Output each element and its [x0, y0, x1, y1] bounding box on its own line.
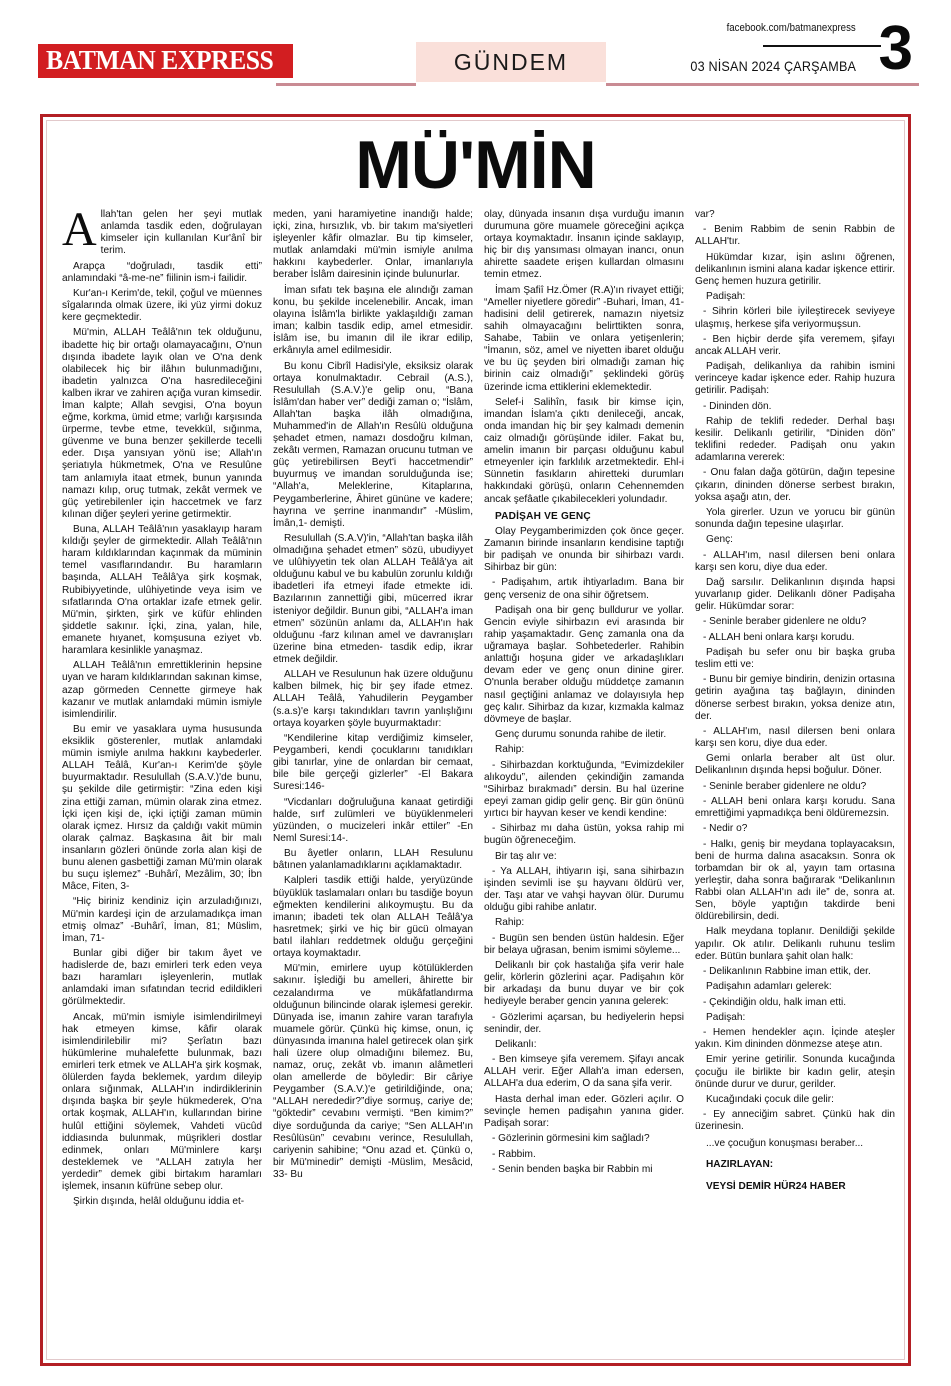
- article-paragraph: Delikanlı:: [495, 1039, 537, 1050]
- signoff-author: VEYSİ DEMİR HÜR24 HABER: [706, 1180, 846, 1192]
- publication-date: 03 NİSAN 2024 ÇARŞAMBA: [690, 58, 856, 74]
- article-dialogue-line: - Ben hiçbir derde şifa veremem, şifayı ancak ALLAH verir.: [695, 333, 895, 357]
- article-dialogue-line: - Senin benden başka bir Rabbin mi: [492, 1163, 653, 1175]
- article-paragraph: “Kendilerine kitap verdiğimiz kimseler, Peygamberi, kendi çocuklarını tanıdıkları gibi tanırlar, yine de onlardan bir cemaat, bile bile gerçeği gizlerler” -El Bakara Suresi:146-: [273, 732, 473, 793]
- article-paragraph: Hükümdar kızar, işin aslını öğrenen, delikanlının ismini alana kadar işkence ettirir. Genç hemen huzura getirilir.: [695, 251, 895, 287]
- article-paragraph: “Hiç biriniz kendiniz için arzuladığınızı, Mü'min kardeşi için de arzulamadıkça iman etmiş olmaz” -Buhârî, İman, 81; Müslim, İman, 71-: [62, 896, 262, 944]
- newspaper-logo-text: BATMAN EXPRESS: [46, 45, 274, 75]
- article-paragraph: Olay Peygamberimizden çok önce geçer. Zamanın birinde insanların kendisine taptığı bir padişah ve onunda bir sihirbazı vardı. Sihirbaz bir gün:: [484, 525, 684, 574]
- article-paragraph: Kucağındaki çocuk dile gelir:: [706, 1093, 834, 1105]
- article-paragraph: Selef-i Salihîn, fasık bir kimse için, imandan İslam'a çıktı denileceği, ancak, onda imandan hiç bir şey kalmadı demenin caiz olmadığı görüşünde idiler. Fakat bu, amelin imanın bir parçası olduğunu kabul etmeyenler için farklılık arzetmektedir. Ehl-i Sünnetin fasıkların ahiretteki durumları hakkındaki görüşü, onların Cehennemden ancak şefâatle çıkabilecekleri yolundadır.: [484, 396, 684, 505]
- article-dialogue-line: - Benim Rabbim de senin Rabbin de ALLAH'tır.: [695, 224, 895, 248]
- article-paragraph: Kur'an-ı Kerim'de, tekil, çoğul ve müennes sîgalarında olmak üzere, iki yüz yirmi dokuz kere geçmektedir.: [62, 287, 262, 324]
- article-dialogue-line: - Onu falan dağa götürün, dağın tepesine çıkarın, dininden dönerse serbest bırakın, yoksa aşağı atın, der.: [695, 467, 895, 503]
- article-dialogue-line: - Hemen hendekler açın. İçinde ateşler yakın. Kim dininden dönmezse ateşe atın.: [695, 1027, 895, 1051]
- newspaper-logo[interactable]: [38, 44, 293, 78]
- article-dialogue-line: - Rabbim.: [492, 1148, 536, 1160]
- article-paragraph: Genç durumu sonunda rahibe de iletir.: [495, 728, 667, 740]
- newspaper-page: [0, 14, 951, 1386]
- article-paragraph: var?: [695, 209, 715, 220]
- article-paragraph: Hasta derhal iman eder. Gözleri açılır. O sevinçle hemen padişahın yanına gider. Padişah sorar:: [484, 1093, 684, 1129]
- article-paragraph: Rahip:: [495, 917, 525, 929]
- article-paragraph: meden, yani haramiyetine inandığı halde; içki, zina, hırsızlık, vb. bir takım ma'siyetleri işleyenler kâfir olmazlar. Bu tip kimseler, mutlak anlamdaki mü'min ismiyle anılma hakkını kaybederler. Onlar, imanlarıyla beraber İslâm dairesinin içinde bulunurlar.: [273, 209, 473, 281]
- article-dialogue-line: - Seninle beraber gidenlere ne oldu?: [703, 616, 867, 628]
- article-dialogue-line: - Dininden dön.: [703, 400, 772, 412]
- article-column-2: [273, 209, 473, 1355]
- article-column-4: [695, 209, 895, 1355]
- facebook-handle[interactable]: facebook.com/batmanexpress: [726, 22, 856, 34]
- article-paragraph: Kalpleri tasdik ettiği halde, yeryüzünde büyüklük taslamaları onları bu tasdiğe boyun eğmekten kendilerini alıkoymuştu. Bu da imanın; ibadeti tek olan ALLAH Teâlâ'ya hasretmek; şirki ve hiç bir gücü olmayan batıl ilahları reddetmek olduğu gerçeğini ortaya koymaktadır.: [273, 875, 473, 960]
- article-dialogue-line: - Sihrin körleri bile iyileştirecek seviyeye ulaşmış, herkese şifa veriyormuşsun.: [695, 306, 895, 330]
- article-paragraph: Padişah:: [706, 291, 746, 303]
- article-dialogue-line: - Ya ALLAH, ihtiyarın işi, sana sihirbazın işinden sevimli ise şu hayvanı öldürü ver, der. Taşı atar ve vahşi hayvan ölür. Durumu olduğu gibi rahibe anlatır.: [484, 865, 684, 914]
- article-dialogue-line: - Gözlerinin görmesini kim sağladı?: [492, 1133, 650, 1145]
- article-paragraph: Mü'min, ALLAH Teâlâ'nın tek olduğunu, ibadette hiç bir ortağı olamayacağını, O'nun dışında ibadete layık olan ve O'na denk olabilecek hiç bir ilâhın bulunmadığını, ibadetin yalnızca O'na hasredileceğini kalben ikrar ve zahiren açığa vuran kimsedir. İman kalpte; Allah sevgisi, O'na boyun eğme, korkma, ümid etme; varlığı karşısında ürperme, tevbe etme, tevekkül, sığınma, güvenme ve buna benzer şekillerde tecelli eder. Dışa yansıyan yönü ise; Allah'ın şeriatıyla hükmetmek, O'na ve Resulûne tam anlamıyla itaat etmek, bunun yanında namazı kılıp, oruç tutmak, zekât vermek ve güç yetirebilenler için haccetmek ve farz kılınan diğer şeyleri yerine getirmektir.: [62, 327, 262, 520]
- article-paragraph: Bu âyetler onların, LLAH Resulunu bâtınen yalanlamadıklarını açıklamaktadır.: [273, 848, 473, 872]
- article-dialogue-line: - Sihirbaz mı daha üstün, yoksa rahip mi bugün öğreneceğim.: [484, 823, 684, 847]
- article-paragraph: Ancak, mü'min ismiyle isimlendirilmeyi hak etmeyen kimse, kâfir olarak isimlendirilebilir mi? Şerîatın bazı hükümlerine muhalefette bulunmak, bazı emirleri terk etmek ve ALLAH'a şirk koşmak, ölülerden fayda beklemek, yardım dileyip onlara sığınmak, ALLAH'ın indirdiklerinin dışında başka bir şeyle hükmederek, O'na ortak koşmak, ALLAH'ın, kullarından birine hulûl ettiğini söylemek, Vahdeti vücûd iddiasında bulunmak, müşrikleri dostlar edinmek, onları Mü'minlere karşı desteklemek ve “ALLAH zatıyla her yerdedir” demek gibi birtakım haramları işlemek, insanın küfrüne sebep olur.: [62, 1011, 262, 1192]
- article-dialogue-line: - Delikanlının Rabbine iman ettik, der.: [703, 965, 871, 977]
- article-paragraph: ALLAH ve Resulunun hak üzere olduğunu kalben bilmek, hiç bir şey ifade etmez. ALLAH Teâlâ, Yahudilerin Peygamber (s.a.s)'e karşı takındıkları tavrın yanlışlığını ortaya koyarken şöyle buyurmaktadır:: [273, 669, 473, 729]
- article-paragraph: Padişah, delikanlıya da rahibin ismini verinceye kadar işkence eder. Rahip huzura getirilir. Padişah:: [695, 361, 895, 397]
- article-subheading: PADİŞAH VE GENÇ: [495, 510, 591, 522]
- article-dialogue-line: - Ey anneciğim sabret. Çünkü hak din üzerinesin.: [695, 1109, 895, 1133]
- article-separator-text: ...ve çocuğun konuşması beraber...: [706, 1138, 864, 1150]
- article-paragraph: Resulullah (S.A.V)'in, “Allah'tan başka ilâh olmadığına şehadet etmen” sözü, ubudiyyet ve ulûhiyyetin tek olan ALLAH Teâlâ'ya ait olduğunu kabul ve bu kabulün zorunlu kıldığı ibadetleri ifa etmeyi ifade etmekte idi. Bazılarının zannettiği gibi, mücerred ikrar isteniyor değildir. Bunun gibi, “ALLAH'a iman etmen” sözünün anlamı da, ALLAH'ın hak olduğunu -farz kılınan amel ve davranışları üzerine bina etmeden- tasdik edip, ikrar etmek değildir.: [273, 533, 473, 665]
- article-paragraph: Yola girerler. Uzun ve yorucu bir günün sonunda dağın tepesine ulaşırlar.: [695, 506, 895, 531]
- article-paragraph: Rahip de teklifi rededer. Derhal başı kesilir. Delikanlı getirilir, “Diniden dön” teklifini rededer. Padişah onu yakın adamlarına vererek:: [695, 415, 895, 464]
- article-paragraph: Arapça “doğruladı, tasdik etti” anlamındaki “â-me-ne” fiilinin ism-i failidir.: [62, 260, 262, 284]
- article-paragraph: olay, dünyada insanın dışa vurduğu imanın durumuna göre muamele göreceğini açıkça ortaya koymaktadır. İnsanın içinde saklayıp, hiç bir dış yansıması olmayan inancı, onun ahirette saadete erişen kullardan olmasını temin etmez.: [484, 209, 684, 281]
- article-paragraph: Delikanlı bir çok hastalığa şifa verir hale gelir, körlerin gözlerini açar. Padişahın kör bir arkadaşı da bunu duyar ve bir çok hediyeyle beraber gencin yanına gelerek:: [484, 960, 684, 1008]
- article-paragraph: Padişah ona bir genç bulldurur ve yollar. Gencin eviyle sihirbazın evi arasında bir rahip yaşamaktadır. Genç zamanla ona da uğramaya başlar. Sohbetederler. Rahibin anlattığı hoşuna gider ve arkadaşlıkları devam eder ve genç onun dinine girer. O'nunla beraber olduğu müddetçe zamanın nasıl geçtiğini anlamaz ve dolayısıyla hep geç kalır. Sihirbaz da kızar, kızmakla kalmaz dövmeye de başlar.: [484, 604, 684, 725]
- article-paragraph: “Vicdanları doğruluğuna kanaat getirdiği halde, sırf zulümleri ve büyüklenmeleri yüzünden, o mucizeleri inkâr ettiler” -En Neml Suresi:14-.: [273, 796, 473, 844]
- article-columns: [62, 209, 895, 1355]
- article-dialogue-line: - ALLAH beni onlara karşı korudu.: [703, 631, 855, 643]
- article-dialogue-line: - Padişahım, artık ihtiyarladım. Bana bir genç verseniz de ona sihir öğretsem.: [484, 577, 684, 601]
- article-dialogue-line: - ALLAH beni onlara karşı korudu. Sana emrettiğimi yapmadıkça beni öldüremezsin.: [695, 795, 895, 820]
- article-dialogue-line: - Bugün sen benden üstün haldesin. Eğer bir belaya uğrasan, benim ismimi söyleme...: [484, 932, 684, 956]
- article-paragraph: Dağ sarsılır. Delikanlının dışında hapsi yuvarlanıp gider. Delikanlı döner Padişaha gelir. Hükümdar sorar:: [695, 576, 895, 613]
- article-paragraph: İmam Şafiî Hz.Ömer (R.A)'ın rivayet ettiği; “Ameller niyetlere göredir” -Buhari, İman, 41- hadisini delil getirerek, namazın niyetsiz sahih olmayacağını belirttikten sonra, Sahabe, Tabiin ve onlara yetişenlerin; “İmanın, söz, amel ve niyetten ibaret olduğu ve bu üç şeyden biri olmadığı zaman hiç birinin caiz olmadığı” şeklindeki görüş üzerinde icma ettiklerini eklemektedir.: [484, 284, 684, 393]
- article-paragraph: Padişah:: [706, 1011, 746, 1023]
- article-dialogue-line: - Bunu bir gemiye bindirin, denizin ortasına getirin ayağına taş bağlayın, dininden dönerse serbest bırakın, yoksa denize atın, der.: [695, 674, 895, 722]
- article-paragraph: İman sıfatı tek başına ele alındığı zaman konu, bu şekilde incelenebilir. Ancak, iman olayına İslâm'la birlikte yaklaşıldığı zaman iman; kalbin tasdik edip, amel etmesidir. İslâm ise, bu imanın dil ile ikrar edilip, erkânıyla amel edilmesidir.: [273, 284, 473, 357]
- article-column-1: [62, 209, 262, 1355]
- article-paragraph: Gemi onlarla beraber alt üst olur. Delikanlının dışında hepsi boğulur. Döner.: [695, 753, 895, 777]
- article-dialogue-line: - Seninle beraber gidenlere ne oldu?: [703, 780, 867, 792]
- article-dialogue-line: - Çekindiğin oldu, halk iman etti.: [703, 996, 847, 1008]
- article-paragraph: Allah'tan gelen her şeyi mutlak anlamda tasdik eden, doğrulayan kimseler için kullanılan Kur'ânî bir terim.: [62, 209, 262, 257]
- article-paragraph: Padişahın adamları gelerek:: [706, 981, 832, 993]
- article-paragraph: Buna, ALLAH Teâlâ'nın yasaklayıp haram kıldığı şeyler de girmektedir. Allah Teâlâ'nın haram kıldıklarından kaçınmak da müminin temel vasıflarındandır. Bu haramların başında, ALLAH Teâlâ'ya şirk koşmak, Rubibiyyetinde, ulûhiyetinde veya isim ve sıfatlarında O'na ortaklar izafe etmek gelir. Mü'min, şirkten, şirk ve küfür ehlinden şiddetle sakınır. İçki, zina, yalan, hile, emanete hıyanet, komşusuna eziyet vb. haramlara kesinlikle yanaşmaz.: [62, 524, 262, 657]
- masthead: [38, 14, 921, 100]
- article-paragraph: Halk meydana toplanır. Denildiği şekilde yapılır. Ok atılır. Delikanlı ruhunu teslim eder. Bütün bunlara şahit olan halk:: [695, 926, 895, 962]
- article-frame: [40, 114, 911, 1366]
- article-paragraph: Bu emir ve yasaklara uyma hususunda eksiklik gösterenler, mutlak anlamdaki mümin ismiyle anılma hakkını kaybederler. ALLAH Teâlâ, Kur'an-ı Kerim'de şöyle buyurmaktadır. Resulullah (S.A.V.)'de bunu, şu şekilde dile getirmiştir: “Zina eden kişi zina ettiği zaman, mümin olarak zina etmez. İçki içen kişi de, içki içtiği zaman mümin olarak içmez. Hırsız da çaldığı vakit mümin olarak çalmaz. Başkasına âit bir malı insanların gözleri önünde zorla alan kişi de bunu alenen gasbettiği zaman Mü'min olarak bu suçu işlemez” -Buhârî, Mezâlim, 30; İbn Mâce, Fiten, 3-: [62, 723, 262, 893]
- article-dialogue-line: - ALLAH'ım, nasıl dilersen beni onlara karşı sen koru, diye dua eder.: [695, 549, 895, 573]
- article-paragraph: Rahip:: [495, 744, 525, 756]
- drop-cap: A: [62, 209, 97, 256]
- signoff-label: HAZIRLAYAN:: [706, 1159, 774, 1171]
- article-paragraph: Genç:: [706, 534, 733, 546]
- article-headline: MÜ'MİN: [355, 127, 596, 203]
- section-tab-label: GÜNDEM: [453, 48, 569, 75]
- article-dialogue-line: - Halkı, geniş bir meydana toplayacaksın, beni de hurma dalına asacaksın. Sonra ok torbamdan bir ok al, yayın tam ortasına yerleştir, daha sonra bağırarak “Delikanlının Rabbi olan ALLAH'ın adı ile” de, sonra at. Sen, böyle yaptığın takdirde beni öldürebilirsin, dedi.: [695, 838, 895, 923]
- article-dialogue-line: - ALLAH'ım, nasıl dilersen beni onlara karşı sen koru, diye dua eder.: [695, 725, 895, 750]
- date-rule: [763, 45, 881, 47]
- article-paragraph: Bir taş alır ve:: [495, 850, 557, 862]
- article-column-3: [484, 209, 684, 1355]
- article-paragraph: Emir yerine getirilir. Sonunda kucağında çocuğu ile birlikte bir kadın gelir, ateşin önünde durur ve durur, gerilder.: [695, 1054, 895, 1090]
- masthead-rule-right: [606, 83, 919, 86]
- article-paragraph: ALLAH Teâlâ'nın emrettiklerinin hepsine uyan ve haram kıldıklarından sakınan kimse, azap görmeden Cennette girmeye hak kazanır ve mutlak anlamdaki mümin ismiyle isimlendirilir.: [62, 660, 262, 720]
- article-paragraph: Padişah bu sefer onu bir başka gruba teslim etti ve:: [695, 647, 895, 671]
- article-dialogue-line: - Ben kimseye şifa veremem. Şifayı ancak ALLAH verir. Eğer Allah'a iman edersen, ALLAH'a dua ederim, O da sana şifa verir.: [484, 1054, 684, 1090]
- article-paragraph: Bunlar gibi diğer bir takım âyet ve hadislerde de, bazı emirleri terk eden veya bazı haramları işleyenlerin, mutlak anlamdaki iman sıfatından tecrid edildikleri görülmektedir.: [62, 948, 262, 1008]
- section-tab[interactable]: [416, 42, 606, 82]
- page-number: 3: [878, 14, 913, 83]
- article-dialogue-line: - Gözlerimi açarsan, bu hediyelerin hepsi senindir, der.: [484, 1011, 684, 1035]
- article-dialogue-line: - Nedir o?: [703, 823, 748, 835]
- masthead-rule-left: [276, 83, 416, 86]
- article-paragraph: Bu konu Cibrîl Hadisi'yle, eksiksiz olarak ortaya konulmaktadır. Cebrail (A.S.), Resulullah (S.A.V.)'e gelip onu, “Bana İslâm'dan haber ver” dediği zaman o; “İslâm, Allah'tan başka ilâh olmadığına, Muhammed'in de Allah'ın Resûlü olduğuna şehadet etmen, namazı dosdoğru kılman, zekâtı vermen, Ramazan orucunu tutman ve güç yetirebilirsen Beyt'i haccetmendir” buyurmuş ve imandan sorulduğunda ise; “Allah'a, Meleklerine, Kitaplarına, Peygamberlerine, Âhiret gününe ve kadere; hayrına ve şerrine inanmandır” -Müslim, İmân,1- demişti.: [273, 360, 473, 529]
- article-dialogue-line: - Sihirbazdan korktuğunda, “Evimizdekiler alıkoydu”, ailenden çekindiğin zamanda “Sihirbaz bırakmadı” dersin. Bu hal üzerine epeyi zaman gidip gelir genç. Bir gün önünü yırtıcı bir hayvan keser ve kendi kendine:: [484, 759, 684, 819]
- article-paragraph: Mü'min, emirlere uyup kötülüklerden sakınır. İşlediği bu amelleri, âhirette bir cezalandırma ve mükâfatlandırma olduğunun bilincinde olarak işlemesi gerekir. Dünyada ise, imanın zahire varan tarafıyla muamele görür. Çünkü hiç kimse, onun, iç dünyasında imanına halel getirecek olan şirk hali üzere olup olmadığını bilemez. Bu, namaz, oruç, zekât vb. imanın alâmetleri olan amellerde de böyledir: Bir câriye Peygamber (S.A.V.)'e getirildiğinde, ona; “ALLAH nerededir?”diye sormuş, cariye de; “göktedir” cevabını vermişti. “Ben kimim?” diye sorduğunda da cariye; “Sen ALLAH'ın Resûlüsün” cevabını verince, Resulullah, cariyenin sahibine; “Onu azad et. Çünkü o, bir Mü'minedir” demişti -Müslim, Mesâcid, 33- Bu: [273, 963, 473, 1180]
- article-paragraph: Şirkin dışında, helâl olduğunu iddia et-: [73, 1196, 245, 1208]
